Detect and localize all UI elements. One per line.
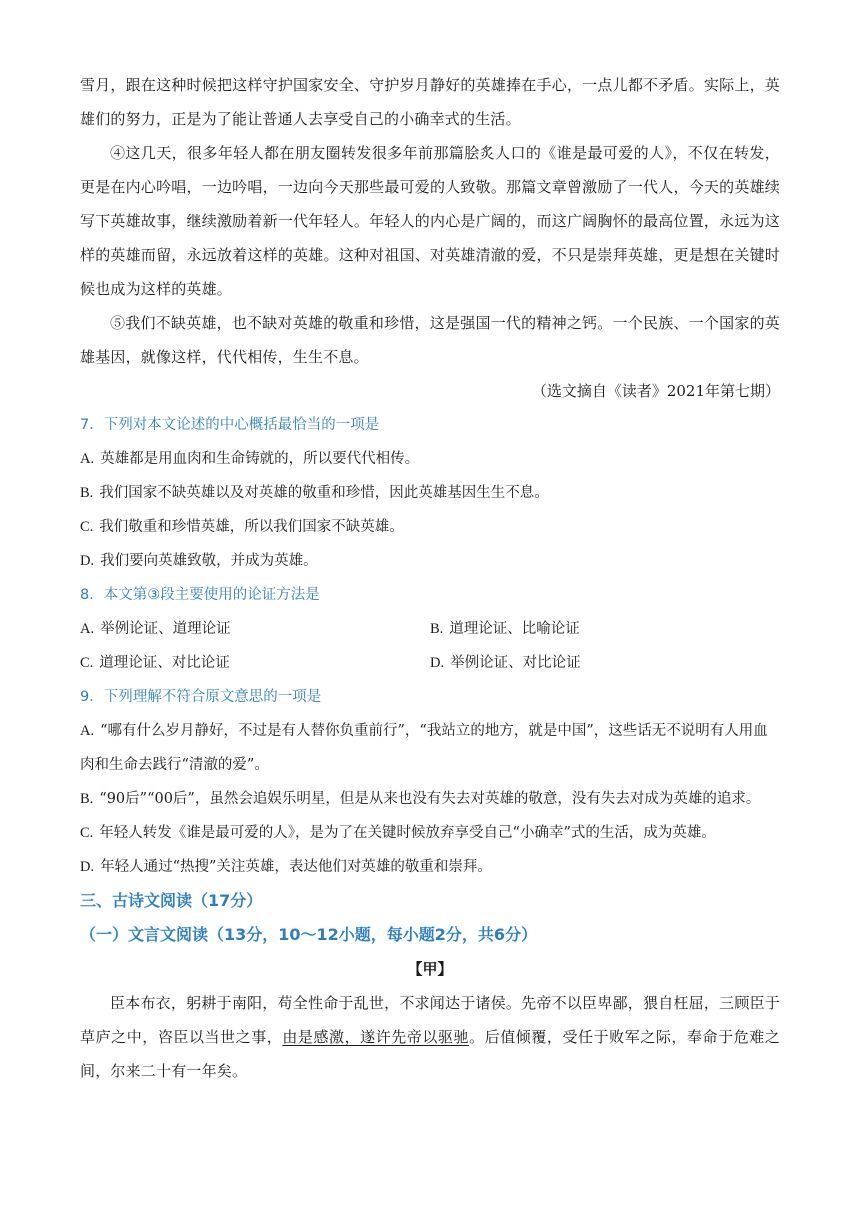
question-7-option-b [80,476,780,510]
question-8-option-a [80,612,430,646]
option-letter: D. [80,553,95,569]
question-7-option-a [80,442,780,476]
question-9-option-a [80,714,780,782]
option-text: 道理论证、对比论证 [99,655,230,671]
passage-jia-text [80,986,780,1088]
option-letter: B. [80,791,94,807]
option-text: 举例论证、道理论证 [100,621,231,637]
passage-jia-label: 【甲】 [407,960,453,978]
question-7-option-d [80,544,780,578]
option-letter: A. [80,621,95,637]
option-letter: D. [430,655,445,671]
passage-paragraph-continued: 雪月，跟在这种时候把这样守护国家安全、守护岁月静好的英雄捧在手心，一点儿都不矛盾。实际上，英雄们的努力，正是为了能让普通人去享受自己的小确幸式的生活。 [80,76,780,128]
question-8-option-c [80,646,430,680]
passage-jia-text-before: 臣本布衣，躬耕于南阳，苟全性命于乱世，不求闻达于诸侯。先帝不以臣卑鄙，猥自枉屈，三顾臣于草庐之中，咨臣以当世之事， [80,994,780,1046]
option-text: 我们敬重和珍惜英雄，所以我们国家不缺英雄。 [99,519,404,535]
option-text: 英雄都是用血肉和生命铸就的，所以要代代相传。 [100,451,420,467]
question-8-option-d [430,646,780,680]
question-8-stem: 8．本文第③段主要使用的论证方法是 [80,587,320,603]
question-9-option-b [80,782,780,816]
question-9-option-c [80,816,780,850]
option-letter: B. [430,621,444,637]
option-letter: A. [80,451,95,467]
question-7-option-c [80,510,780,544]
source-citation: （选文摘自《读者》2021年第七期） [531,382,780,400]
option-letter: C. [80,825,94,841]
option-letter: B. [80,485,94,501]
option-text: “90后”“00后”，虽然会追娱乐明星，但是从来也没有失去对英雄的敬意，没有失去对成为英雄的追求。 [99,791,761,807]
option-text: 我们要向英雄致敬，并成为英雄。 [100,553,318,569]
option-text: 道理论证、比喻论证 [449,621,580,637]
question-8-options-row-2 [80,646,780,680]
question-8-option-b [430,612,780,646]
section-3-title: 三、古诗文阅读（17分） [80,891,263,910]
question-7-stem: 7．下列对本文论述的中心概括最恰当的一项是 [80,417,380,433]
option-text: 我们国家不缺英雄以及对英雄的敬重和珍惜，因此英雄基因生生不息。 [99,485,549,501]
question-9-stem: 9．下列理解不符合原文意思的一项是 [80,689,322,705]
option-letter: D. [80,859,95,875]
option-text: “哪有什么岁月静好，不过是有人替你负重前行”，“我站立的地方，就是中国”，这些话无不说明有人用血肉和生命去践行“清澈的爱”。 [80,723,768,773]
passage-jia-underlined-sentence: 由是感激，遂许先帝以驱驰 [282,1028,470,1046]
section-3-subsection-1-title: （一）文言文阅读（13分，10～12小题，每小题2分，共6分） [80,925,538,944]
passage-jia-text-after: 。后值倾覆，受任于败军之际，奉命于危难之间，尔来二十有一年矣。 [80,1028,780,1080]
passage-paragraph-4: ④这几天，很多年轻人都在朋友圈转发很多年前那篇脍炙人口的《谁是最可爱的人》，不仅在转发，更是在内心吟唱，一边吟唱，一边向今天那些最可爱的人致敬。那篇文章曾激励了一代人，今天的英雄续写下英雄故事，继续激励着新一代年轻人。年轻人的内心是广阔的，而这广阔胸怀的最高位置，永远为这样的英雄而留，永远放着这样的英雄。这种对祖国、对英雄清澈的爱，不只是崇拜英雄，更是想在关键时候也成为这样的英雄。 [80,144,780,298]
question-9-option-d [80,850,780,884]
question-8-options-row-1 [80,612,780,646]
option-text: 年轻人转发《谁是最可爱的人》，是为了在关键时候放弃享受自己“小确幸”式的生活，成为英雄。 [99,825,716,841]
option-text: 举例论证、对比论证 [450,655,581,671]
option-letter: C. [80,519,94,535]
passage-paragraph-5: ⑤我们不缺英雄，也不缺对英雄的敬重和珍惜，这是强国一代的精神之钙。一个民族、一个国家的英雄基因，就像这样，代代相传，生生不息。 [80,314,780,366]
option-letter: C. [80,655,94,671]
option-text: 年轻人通过“热搜”关注英雄，表达他们对英雄的敬重和崇拜。 [100,859,492,875]
page-content [80,68,780,1088]
option-letter: A. [80,723,95,739]
